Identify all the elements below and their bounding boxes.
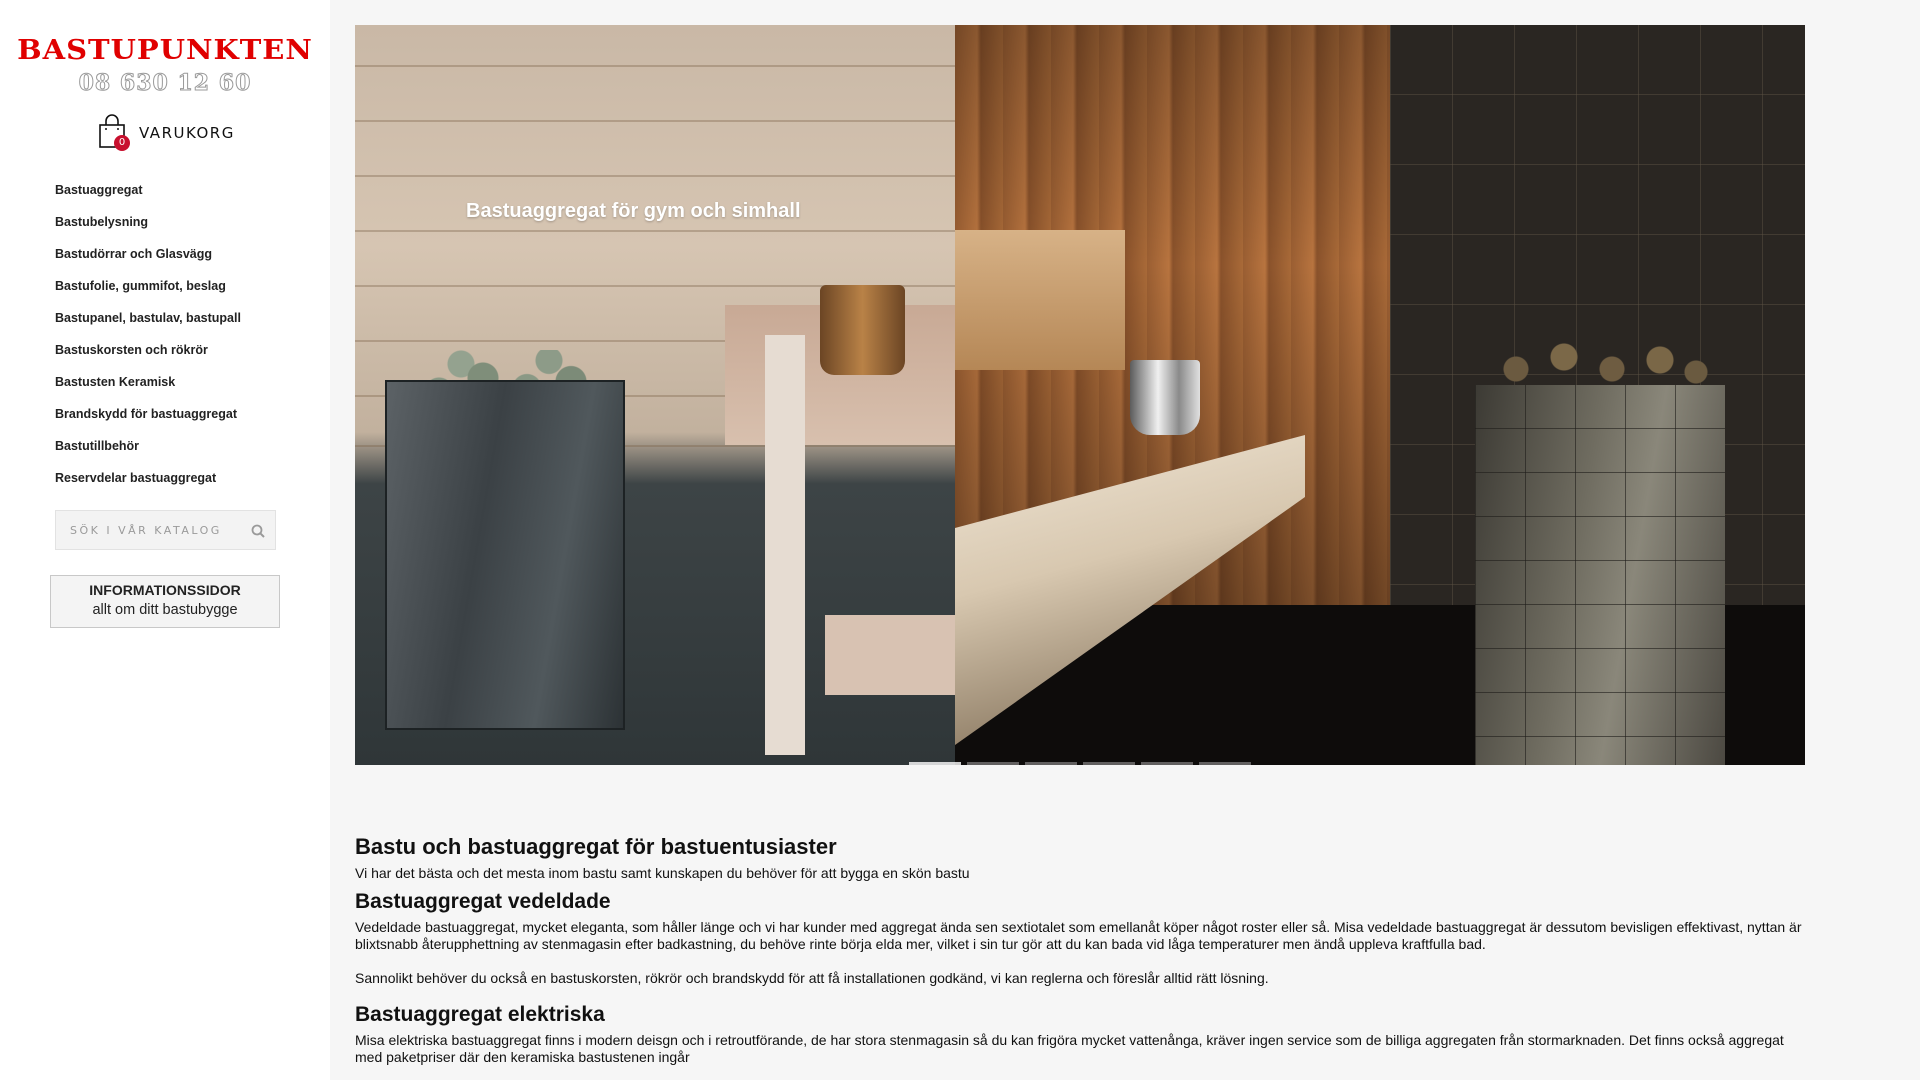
sidebar (0, 0, 330, 1080)
cart-button[interactable] (98, 112, 235, 150)
menu-item-bastufolie[interactable]: Bastufolie, gummifot, beslag (55, 279, 226, 293)
steel-bucket-image (1130, 360, 1200, 435)
phone-number[interactable]: 08 630 12 60 (78, 70, 252, 96)
sauna-heater-image (1475, 385, 1725, 765)
search-input[interactable] (56, 524, 251, 537)
section-paragraph: Vedeldade bastuaggregat, mycket eleganta, som håller länge och vi har kunder med aggregat ända sen sextiotalet som emellanåt köper något roster eller så. Misa vedeldade bastuaggregat är dessutom bevisligen effektivast, nyttan är blixtsnabb återupphettning av stenmagasin efter badkastning, du behöve rinte börja elda mer, vilket i sin tur gör att du kan bada vid låga temperaturer men ändå uppleva kraftfulla bad. (355, 919, 1802, 952)
info-pages-subtitle: allt om ditt bastubygge (92, 602, 238, 618)
menu-item-bastupanel[interactable]: Bastupanel, bastulav, bastupall (55, 311, 241, 325)
cart-count-badge: 0 (114, 135, 130, 151)
slide-indicator[interactable] (1083, 762, 1135, 765)
slider-indicators (355, 762, 1805, 765)
menu-item-bastubelysning[interactable]: Bastubelysning (55, 215, 149, 229)
search-icon[interactable] (251, 523, 265, 537)
hero-slider[interactable] (355, 25, 1805, 765)
menu-item-bastusten[interactable]: Bastusten Keramisk (55, 375, 176, 389)
slide-indicator[interactable] (967, 762, 1019, 765)
section-heading-vedeldade: Bastuaggregat vedeldade (355, 890, 611, 913)
section-paragraph: Sannolikt behöver du också en bastuskorsten, rökrör och brandskydd för att få installationen godkänd, vi kan reglerna och föreslår alltid rätt lösning. (355, 970, 1269, 986)
slide-image-left (355, 25, 955, 765)
intro-text: Vi har det bästa och det mesta inom bastu samt kunskapen du behöver för att bygga en skön bastu (355, 865, 970, 881)
shopping-bag-icon (98, 113, 126, 149)
main-content (355, 832, 1805, 1066)
menu-item-bastuskorsten[interactable]: Bastuskorsten och rökrör (55, 343, 208, 357)
menu-item-reservdelar[interactable]: Reservdelar bastuaggregat (55, 471, 217, 485)
menu-item-bastudorrar[interactable]: Bastudörrar och Glasvägg (55, 247, 212, 261)
slide-indicator[interactable] (1141, 762, 1193, 765)
catalog-search (55, 510, 276, 550)
section-paragraph: Misa elektriska bastuaggregat finns i modern deisgn och i retroutförande, de har stora stenmagasin så du kan frigöra mycket vattenånga, kräver ingen service som de billiga aggregaten från stormarknaden. Det finns också aggregat med paketpriser där den keramiska bastustenen ingår (355, 1032, 1784, 1065)
menu-item-brandskydd[interactable]: Brandskydd för bastuaggregat (55, 407, 237, 421)
menu-item-bastutillbehor[interactable]: Bastutillbehör (55, 439, 140, 453)
slide-indicator[interactable] (1199, 762, 1251, 765)
wooden-bucket-image (820, 285, 905, 375)
slide-indicator[interactable] (909, 762, 961, 765)
cart-label: VARUKORG (139, 124, 235, 142)
page-title: Bastu och bastuaggregat för bastuentusiaster (355, 834, 837, 859)
slide-caption[interactable]: Bastuaggregat för gym och simhall (466, 200, 801, 222)
brand-logo[interactable]: BASTUPUNKTEN (17, 34, 313, 66)
sauna-heater-image (385, 380, 625, 730)
category-menu (55, 180, 241, 500)
slide-indicator[interactable] (1025, 762, 1077, 765)
info-pages-button[interactable] (50, 575, 280, 628)
section-heading-elektriska: Bastuaggregat elektriska (355, 1003, 605, 1026)
slide-image-right (955, 25, 1805, 765)
menu-item-bastuaggregat[interactable]: Bastuaggregat (55, 183, 143, 197)
info-pages-title: INFORMATIONSSIDOR (89, 582, 241, 598)
